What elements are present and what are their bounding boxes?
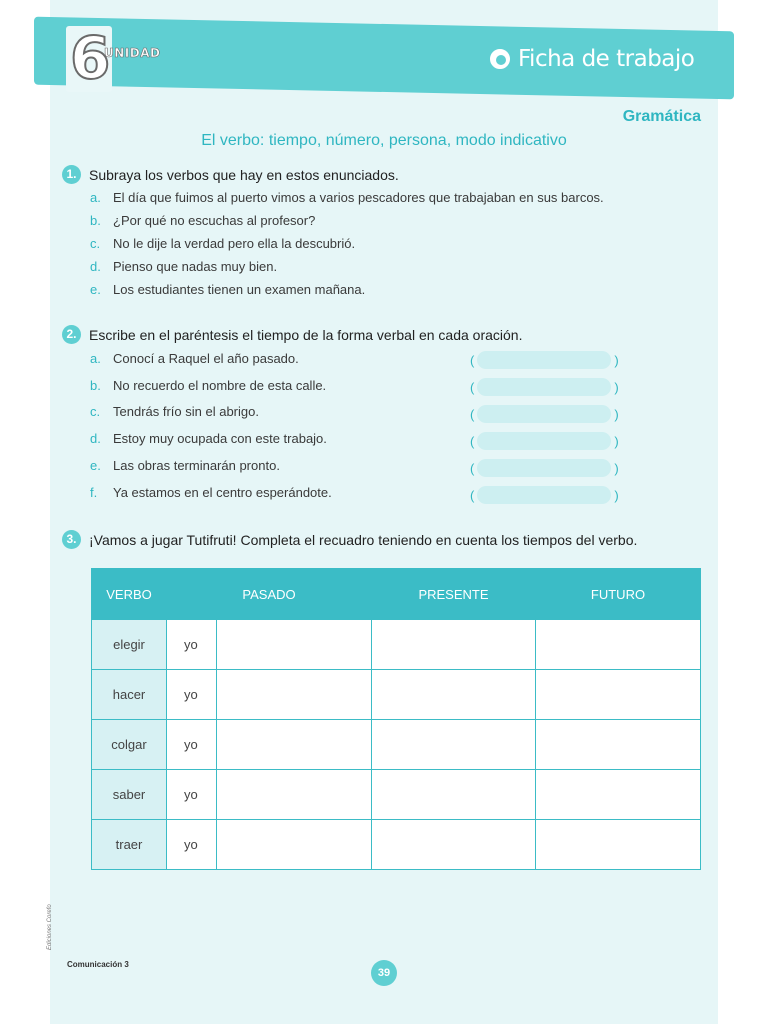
table-header-row bbox=[92, 569, 701, 620]
unit-number: 6 bbox=[70, 24, 111, 92]
answer-field[interactable]: ( ) bbox=[470, 379, 619, 395]
answer-cell-presente[interactable] bbox=[372, 770, 536, 820]
header-pasado: PASADO bbox=[167, 569, 372, 620]
answer-cell-presente[interactable] bbox=[372, 620, 536, 670]
list-item: e. Los estudiantes tienen un examen mañana. bbox=[90, 282, 366, 297]
list-item: e. Las obras terminarán pronto. bbox=[90, 458, 280, 473]
pronoun-cell: yo bbox=[167, 620, 217, 670]
unit-label: UNIDAD bbox=[104, 46, 161, 60]
answer-field[interactable]: ( ) bbox=[470, 460, 619, 476]
question-1 bbox=[62, 165, 399, 184]
table-row bbox=[92, 670, 701, 720]
answer-cell-futuro[interactable] bbox=[536, 770, 701, 820]
answer-field[interactable]: ( ) bbox=[470, 406, 619, 422]
list-item: a. Conocí a Raquel el año pasado. bbox=[90, 351, 299, 366]
answer-cell-presente[interactable] bbox=[372, 820, 536, 870]
pronoun-cell: yo bbox=[167, 820, 217, 870]
question-instruction: Escribe en el paréntesis el tiempo de la forma verbal en cada oración. bbox=[89, 326, 523, 343]
verb-cell: elegir bbox=[92, 620, 167, 670]
tutifruti-table bbox=[91, 568, 701, 870]
table-row bbox=[92, 820, 701, 870]
table-row bbox=[92, 720, 701, 770]
answer-cell-pasado[interactable] bbox=[217, 770, 372, 820]
worksheet-page bbox=[50, 0, 718, 1024]
pronoun-cell: yo bbox=[167, 720, 217, 770]
answer-field[interactable]: ( ) bbox=[470, 433, 619, 449]
list-item: c. Tendrás frío sin el abrigo. bbox=[90, 404, 259, 419]
answer-cell-futuro[interactable] bbox=[536, 820, 701, 870]
answer-field[interactable]: ( ) bbox=[470, 487, 619, 503]
verb-cell: colgar bbox=[92, 720, 167, 770]
question-number: 1. bbox=[62, 165, 81, 184]
question-number: 2. bbox=[62, 325, 81, 344]
answer-cell-pasado[interactable] bbox=[217, 670, 372, 720]
page-title: El verbo: tiempo, número, persona, modo indicativo bbox=[201, 132, 567, 149]
answer-cell-presente[interactable] bbox=[372, 670, 536, 720]
verb-cell: traer bbox=[92, 820, 167, 870]
answer-cell-futuro[interactable] bbox=[536, 620, 701, 670]
answer-cell-futuro[interactable] bbox=[536, 670, 701, 720]
answer-cell-presente[interactable] bbox=[372, 720, 536, 770]
answer-cell-futuro[interactable] bbox=[536, 720, 701, 770]
question-instruction: ¡Vamos a jugar Tutifruti! Completa el recuadro teniendo en cuenta los tiempos del verbo. bbox=[89, 531, 638, 548]
ficha-header bbox=[490, 44, 694, 74]
answer-cell-pasado[interactable] bbox=[217, 720, 372, 770]
ficha-title: Ficha de trabajo bbox=[518, 46, 695, 72]
list-item: b. No recuerdo el nombre de esta calle. bbox=[90, 378, 327, 393]
circle-bullet-icon bbox=[490, 49, 510, 69]
verb-cell: hacer bbox=[92, 670, 167, 720]
question-3 bbox=[62, 530, 637, 549]
list-item: d. Estoy muy ocupada con este trabajo. bbox=[90, 431, 327, 446]
pronoun-cell: yo bbox=[167, 770, 217, 820]
verb-cell: saber bbox=[92, 770, 167, 820]
answer-cell-pasado[interactable] bbox=[217, 620, 372, 670]
question-instruction: Subraya los verbos que hay en estos enunciados. bbox=[89, 166, 399, 183]
question-2 bbox=[62, 325, 522, 344]
list-item: a. El día que fuimos al puerto vimos a varios pescadores que trabajaban en sus barcos. bbox=[90, 190, 604, 205]
section-label: Gramática bbox=[622, 108, 701, 125]
table-row bbox=[92, 620, 701, 670]
table-row bbox=[92, 770, 701, 820]
page-number: 39 bbox=[371, 960, 397, 986]
pronoun-cell: yo bbox=[167, 670, 217, 720]
publisher-credit: Ediciones Corefo bbox=[47, 904, 53, 950]
list-item: f. Ya estamos en el centro esperándote. bbox=[90, 485, 332, 500]
answer-field[interactable]: ( ) bbox=[470, 352, 619, 368]
answer-cell-pasado[interactable] bbox=[217, 820, 372, 870]
question-number: 3. bbox=[62, 530, 81, 549]
header-futuro: FUTURO bbox=[536, 569, 701, 620]
list-item: d. Pienso que nadas muy bien. bbox=[90, 259, 278, 274]
list-item: b. ¿Por qué no escuchas al profesor? bbox=[90, 213, 316, 228]
header-verbo: VERBO bbox=[92, 569, 167, 620]
book-title: Comunicación 3 bbox=[67, 960, 129, 969]
header-presente: PRESENTE bbox=[372, 569, 536, 620]
list-item: c. No le dije la verdad pero ella la descubrió. bbox=[90, 236, 356, 251]
